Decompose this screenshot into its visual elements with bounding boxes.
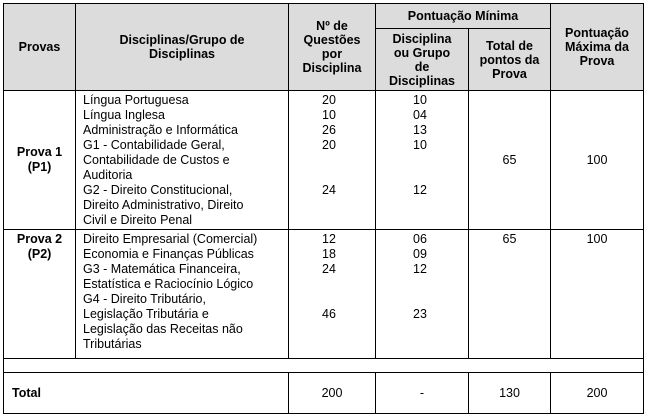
header-total-pontos: Total de pontos da Prova (469, 29, 551, 91)
total-minimo: - (376, 373, 469, 414)
header-questoes: Nº de Questões por Disciplina (289, 4, 376, 91)
prova-1-total-pontos: 65 (469, 91, 551, 230)
prova-2-questoes: 12 18 24 46 (289, 230, 376, 359)
header-disciplina-grupo: Disciplina ou Grupo de Disciplinas (376, 29, 469, 91)
prova-2-total-pontos: 65 (469, 230, 551, 359)
header-pontuacao-maxima: Pontuação Máxima da Prova (551, 4, 644, 91)
total-pontuacao-maxima: 200 (551, 373, 644, 414)
prova-1-disciplinas: Língua Portuguesa Língua Inglesa Administração e Informática G1 - Contabilidade Geral, Contabilidade de Custos e Auditoria G2 - Direito Constitucional, Direito Administrativo, Direito Civil e Direito Penal (76, 91, 289, 230)
prova-2-minimo: 06 09 12 23 (376, 230, 469, 359)
header-disciplinas: Disciplinas/Grupo de Disciplinas (76, 4, 289, 91)
total-pontos: 130 (469, 373, 551, 414)
spacer-row (4, 359, 644, 373)
total-label: Total (4, 373, 289, 414)
header-pontuacao-minima: Pontuação Mínima (376, 4, 551, 29)
prova-2-pontuacao-maxima: 100 (551, 230, 644, 359)
total-questoes: 200 (289, 373, 376, 414)
prova-2-name: Prova 2 (P2) (4, 230, 76, 359)
table-row-prova-1 (4, 91, 644, 230)
prova-1-name: Prova 1 (P1) (4, 91, 76, 230)
prova-1-pontuacao-maxima: 100 (551, 91, 644, 230)
table-row-total (4, 373, 644, 414)
spacer-cell (4, 359, 644, 373)
prova-2-disciplinas: Direito Empresarial (Comercial) Economia e Finanças Públicas G3 - Matemática Financeira, Estatística e Raciocínio Lógico G4 - Direito Tributário, Legislação Tributária e Legislação das Receitas não Tributárias (76, 230, 289, 359)
prova-1-questoes: 20 10 26 20 24 (289, 91, 376, 230)
prova-1-minimo: 10 04 13 10 12 (376, 91, 469, 230)
header-provas: Provas (4, 4, 76, 91)
exam-table (3, 3, 644, 414)
table-row-prova-2 (4, 230, 644, 359)
